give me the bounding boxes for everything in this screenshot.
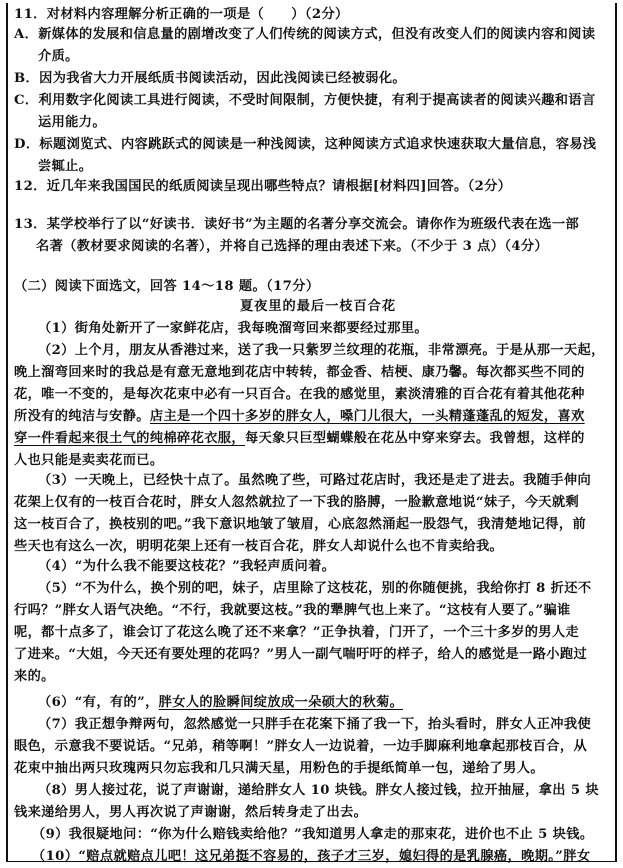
text-span: 名著（教材要求阅读的名著），并将自己选择的理由表述下来。（不少于 3 点）（4分） [36, 239, 549, 254]
text-span: 每天象只巨型蝴蝶般在花丛中穿来穿去。我曾想，这样的 [245, 431, 585, 446]
text-span: 尝辄止。 [38, 159, 93, 174]
text-span: 花，唯一不变的，是每次花束中必有一只百合。在我的感觉里，素淡清雅的百合花有着其他花种 [14, 387, 585, 402]
text-span: 店主是一个四十多岁的胖女人，嗓门儿很大，一头精蓬蓬乱的短发，喜欢 [149, 409, 585, 424]
text-span: 晚上溜弯回来时的我总是有意无意地到花店中转转，都金香、桔梗、康乃馨。每次都买些不同的 [14, 365, 585, 380]
text-span: 12．近几年来我国国民的纸质阅读呈现出哪些特点？请根据[材料四]回答。（2分） [14, 179, 512, 194]
text-span: （7）我正想争辩两句，忽然感觉一只胖手在花案下捅了我一下，抬头看时，胖女人正冲我使 [38, 717, 592, 732]
text-line [38, 557, 335, 577]
text-line [14, 623, 579, 643]
text-line [38, 781, 599, 801]
text-line [240, 297, 396, 317]
text-span: （4）“为什么我不能要这枝花？”我轻声质问着。 [38, 559, 336, 574]
text-span: B．因为我省大力开展纸质书阅读活动，因此浅阅读已经被弱化。 [14, 71, 406, 86]
text-span: 钱来递给男人，男人再次说了声谢谢，然后转身走了出去。 [14, 805, 368, 820]
text-span: 夏夜里的最后一枝百合花 [240, 299, 397, 314]
text-line [14, 803, 367, 823]
text-line [38, 319, 428, 339]
text-span: 这一枝百合了，换枝别的吧。”我下意识地皱了皱眉，心底忽然涌起一股怨气，我清楚地记得，前 [14, 517, 587, 532]
text-line [14, 515, 586, 535]
text-line [14, 385, 585, 405]
text-line [38, 715, 591, 735]
text-span: 呢，都十点多了，谁会订了花这么晚了还不来拿？”正争执着，门开了，一个三十多岁的男人走 [14, 625, 580, 640]
text-line [38, 579, 591, 599]
text-line [14, 277, 319, 297]
text-line [38, 113, 106, 133]
text-span: 花束中抽出两只玫瑰两只勿忘我和几只满天星，用粉色的手提纸简单一包，递给了男人。 [14, 761, 544, 776]
text-line [14, 91, 596, 111]
text-line [14, 215, 579, 235]
text-line [14, 69, 406, 89]
text-span: 11．对材料内容理解分析正确的一项是（ ）（2分） [14, 7, 349, 22]
text-span: （5）“不为什么，换个别的吧，妹子，店里除了这枝花，别的你随便挑，我给你打 8 折还不 [38, 581, 592, 596]
text-span: C．利用数字化阅读工具进行阅读，不受时间限制，方便快捷，有利于提高读者的阅读兴趣和语言 [14, 93, 596, 108]
text-span: （1）街角处新开了一家鲜花店，我每晚溜弯回来都要经过那里。 [38, 321, 429, 336]
text-line [14, 645, 587, 665]
text-span: （8）男人接过花，说了声谢谢，递给胖女人 10 块钱。胖女人接过钱，拉开抽屉，拿出 5 块 [38, 783, 600, 798]
text-span: 介质。 [38, 49, 79, 64]
text-line [14, 737, 587, 757]
text-span: （10）“赔点就赔点儿吧！这兄弟挺不容易的，孩子才三岁，媳妇得的是乳腺癌，晚期。”胖女 [32, 849, 591, 864]
document-page [6, 3, 617, 862]
text-line [38, 47, 79, 67]
text-span: （6）“有，有的”， [38, 695, 159, 710]
text-span: 花架上仅有的一枝百合花时，胖女人忽然就拉了一下我的胳膊，一脸歉意地说“妹子，今天就剩 [14, 495, 580, 510]
text-line [32, 847, 590, 867]
text-line [14, 493, 579, 513]
text-span: 13．某学校举行了以“好读书．读好书”为主题的名著分享交流会。请你作为班级代表在选一部 [14, 217, 580, 232]
text-span: 来的。 [14, 669, 55, 684]
text-line [38, 157, 92, 177]
text-span: 了进来。“大姐，今天还有要处理的花吗？”男人一副气喘吁吁的样子，给人的感觉是一路小跑过 [14, 647, 588, 662]
text-line [38, 341, 605, 361]
text-span: 些天也有这么一次，明明花架上还有一枝百合花，胖女人却说什么也不肯卖给我。 [14, 539, 504, 554]
text-line [14, 177, 511, 197]
text-span: 行吗？”胖女人语气决绝。“不行，我就要这枝。”我的犟脾气也上来了。“这枝有人要了。”骗谁 [14, 603, 571, 618]
text-span: 人也只能是卖卖花而已。 [14, 453, 164, 468]
text-span: 运用能力。 [38, 115, 106, 130]
text-span: 穿一件看起来很土气的纯棉碎花衣服， [14, 431, 245, 446]
text-span: （9）我很疑地问：“你为什么赔钱卖给他？”我知道男人拿走的那束花，进价也不止 5 块钱。 [32, 827, 594, 842]
text-line [14, 407, 585, 427]
text-line [38, 471, 591, 491]
text-line [14, 451, 163, 471]
text-line [14, 429, 585, 449]
page-bottom-border [8, 861, 615, 862]
text-span: （3）一天晚上，已经快十点了。虽然晚了些，可路过花店时，我还是走了进去。我随手伸向 [38, 473, 592, 488]
text-line [14, 25, 595, 45]
text-line [38, 693, 403, 713]
text-span: （二）阅读下面选文，回答 14～18 题。（17分） [14, 279, 320, 294]
text-line [14, 601, 571, 621]
text-span: D．标题浏览式、内容跳跃式的阅读是一种浅阅读，这种阅读方式追求快速获取大量信息，容易浅 [14, 137, 597, 152]
text-line [36, 237, 548, 257]
text-span: （2）上个月，朋友从香港过来，送了我一只紫罗兰纹理的花瓶，非常漂亮。于是从那一天起， [38, 343, 605, 358]
text-span: 胖女人的脸瞬间绽放成一朵硕大的秋菊。 [158, 695, 404, 710]
text-line [14, 759, 544, 779]
text-line [32, 825, 593, 845]
text-line [14, 5, 349, 25]
text-line [14, 537, 503, 557]
text-span: 眼色，示意我不要说话。“兄弟，稍等啊！”胖女人一边说着，一边手脚麻利地拿起那枝百合，从 [14, 739, 588, 754]
text-line [14, 135, 597, 155]
text-line [14, 363, 585, 383]
text-span: 所没有的纯洁与安静。 [14, 409, 150, 424]
text-line [14, 667, 55, 687]
text-span: A．新媒体的发展和信息量的剧增改变了人们传统的阅读方式，但没有改变人们的阅读内容和阅读 [14, 27, 596, 42]
